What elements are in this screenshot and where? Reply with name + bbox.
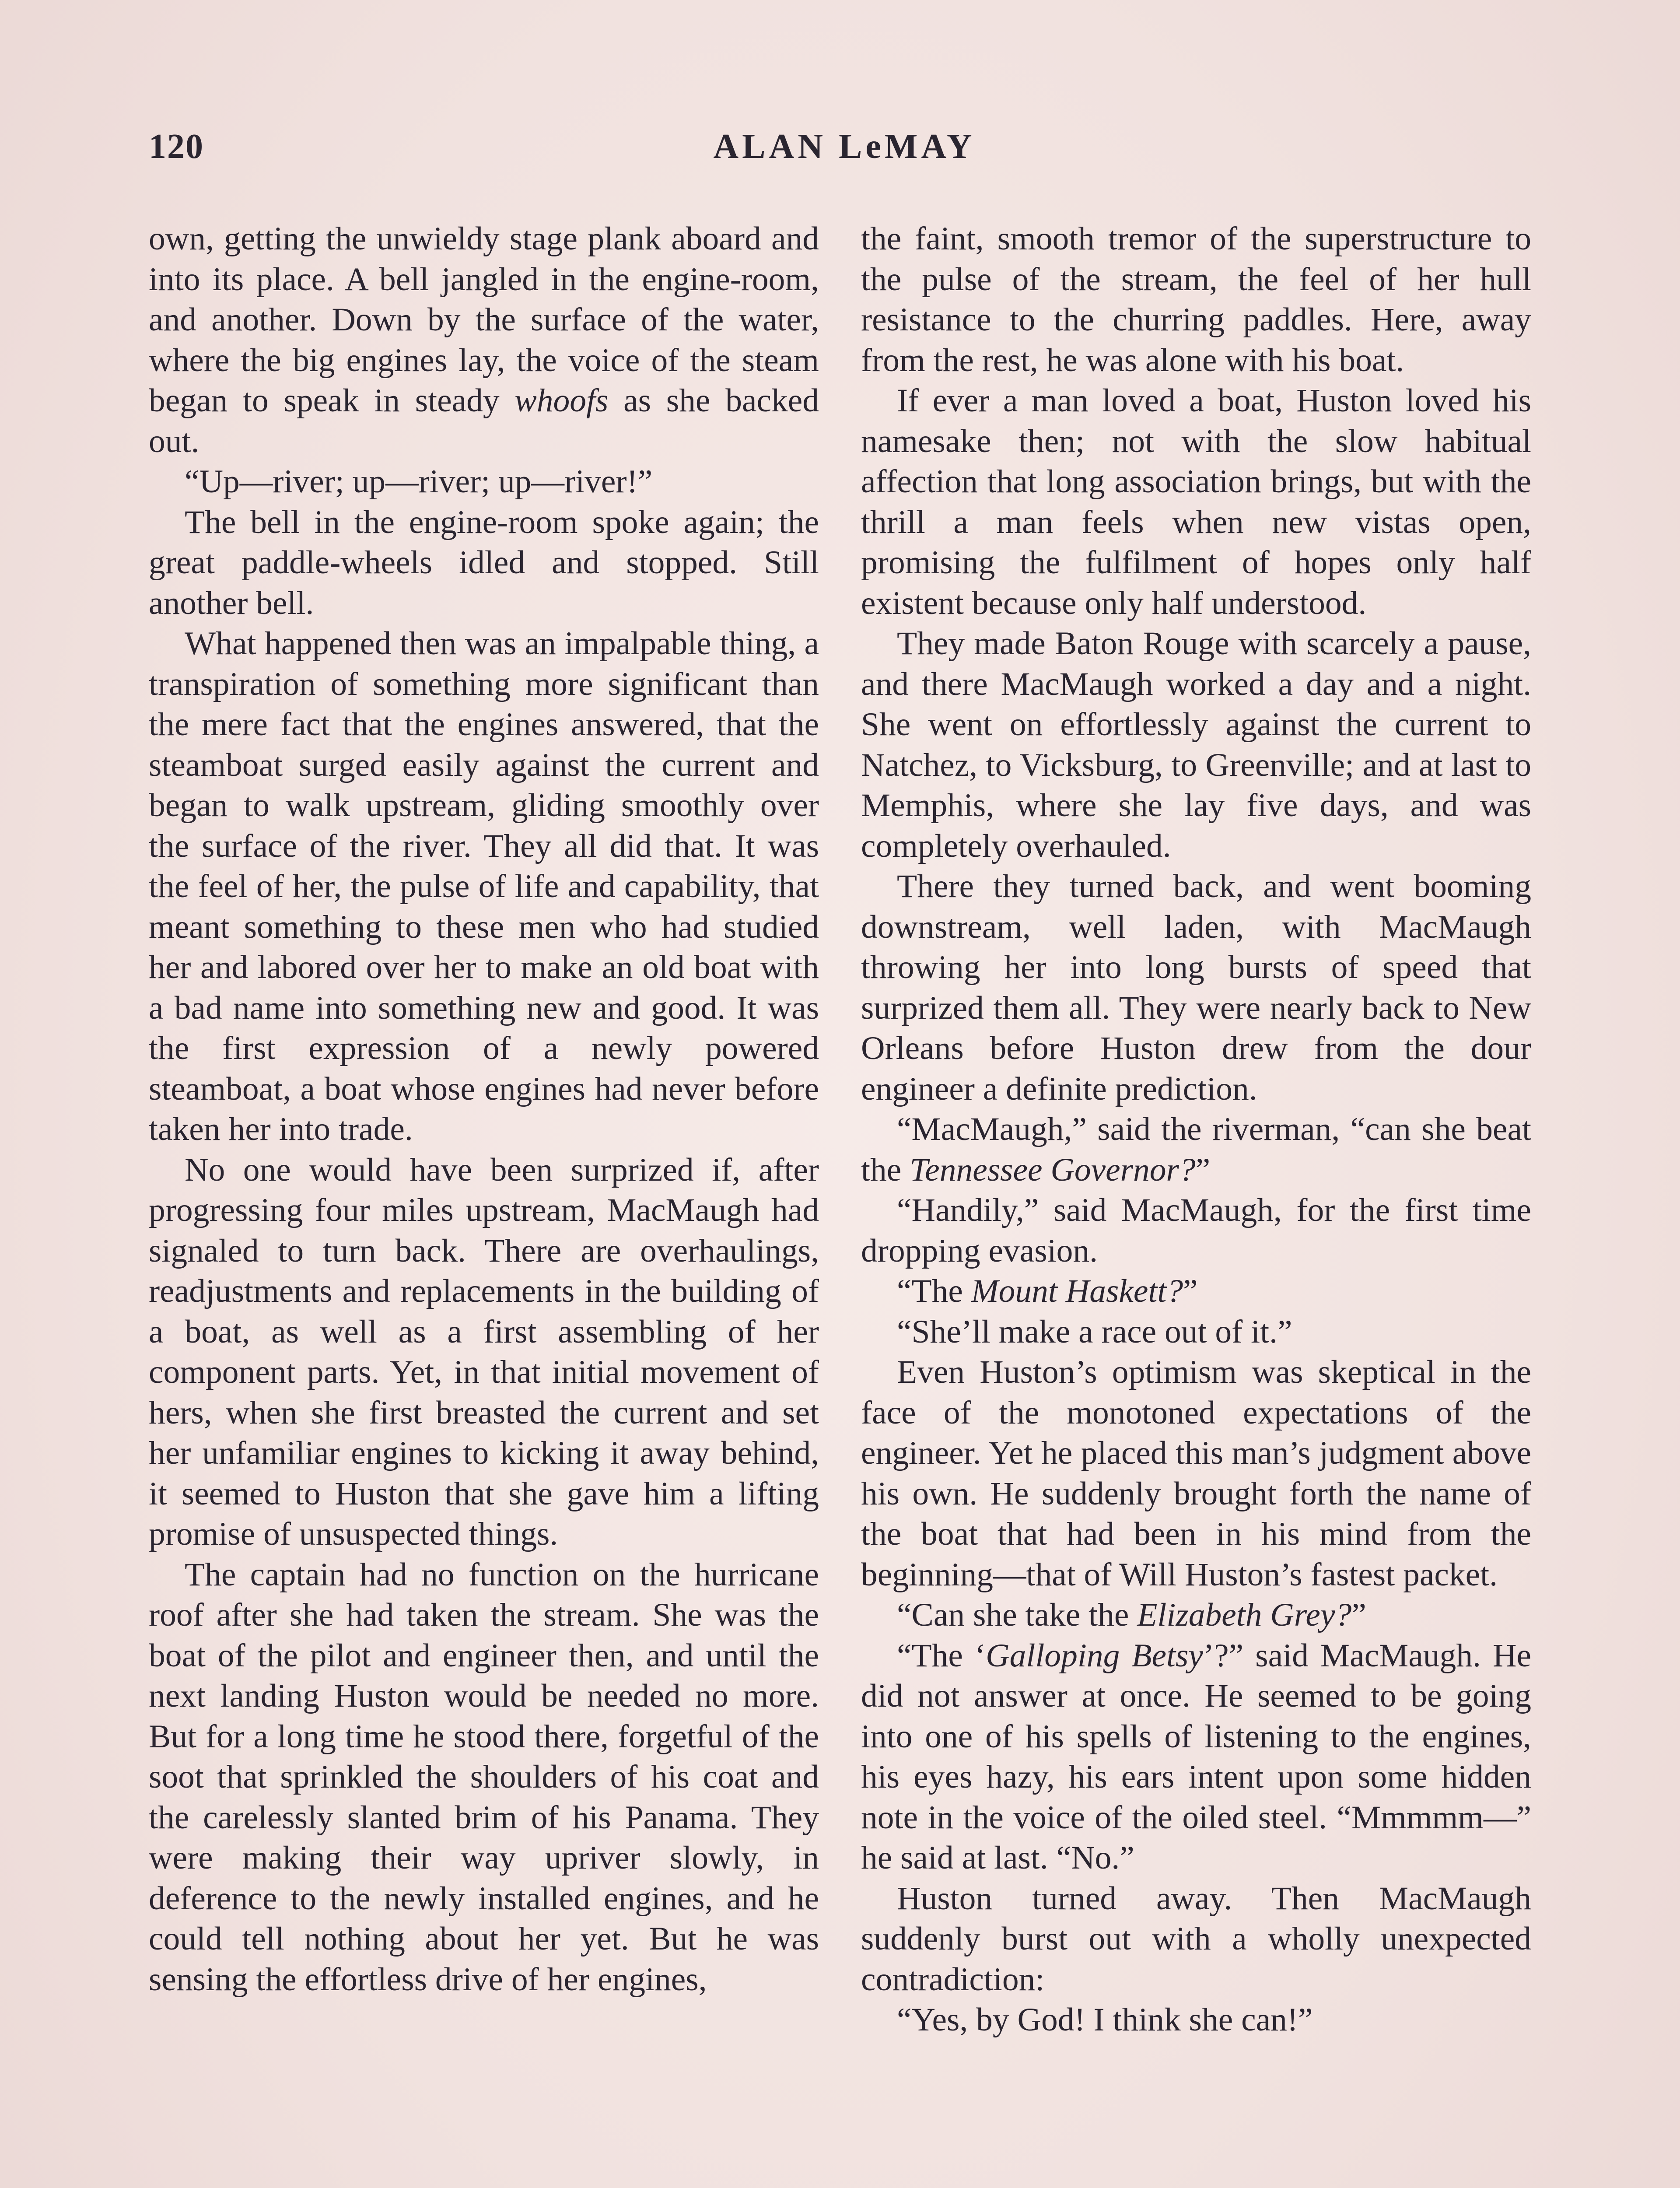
text-run: “Can she take the xyxy=(897,1597,1138,1633)
text-run: Huston turned away. Then MacMaugh suddenly burst out with a wholly unexpected contradiction: xyxy=(861,1880,1531,1998)
text-run: own, getting the unwieldy stage plank aboard and into its place. A bell jangled in the engine-room, and another. Down by the surface of the water, where the big engines lay, the voice of the steam began to speak in steady xyxy=(149,221,819,419)
text-run: “Yes, by God! I think she can!” xyxy=(897,2002,1313,2038)
italic-text: Galloping Betsy xyxy=(986,1637,1203,1674)
text-run: the faint, smooth tremor of the superstructure to the pulse of the stream, the feel of her hull resistance to the churring paddles. Here, away from the rest, he was alone with his boat. xyxy=(861,221,1531,379)
text-run: “The xyxy=(897,1273,971,1309)
right-column xyxy=(861,219,1531,2041)
italic-text: Tennessee Governor? xyxy=(910,1151,1196,1188)
paragraph xyxy=(861,866,1531,1109)
italic-text: Mount Haskett? xyxy=(971,1273,1183,1309)
text-run: ” xyxy=(1351,1597,1366,1633)
text-run: “Handily,” said MacMaugh, for the first time dropping evasion. xyxy=(861,1192,1531,1269)
paragraph xyxy=(861,1352,1531,1595)
running-head: ALAN LeMAY xyxy=(713,127,976,166)
text-run: What happened then was an impalpable thing, a transpiration of something more significant than the mere fact that the engines answered, that the steamboat surged easily against the current and began to walk upstream, gliding smoothly over the surface of the river. They all did that. It was the feel of her, the pulse of life and capability, that meant something to these men who had studied her and labored over her to make an old boat with a bad name into something new and good. It was the first expression of a newly powered steamboat, a boat whose engines had never before taken her into trade. xyxy=(149,625,819,1147)
text-run: If ever a man loved a boat, Huston loved his namesake then; not with the slow habitual affection that long association brings, but with the thrill a man feels when new vistas open, promising the fulfilment of hopes only half existent because only half understood. xyxy=(861,382,1531,621)
text-run: They made Baton Rouge with scarcely a pause, and there MacMaugh worked a day and a night. She went on effortlessly against the current to Natchez, to Vicksburg, to Greenville; and at last to Memphis, where she lay five days, and was completely overhauled. xyxy=(861,625,1531,864)
left-column xyxy=(149,219,819,2000)
paragraph xyxy=(149,219,819,462)
paragraph xyxy=(861,1190,1531,1271)
paragraph xyxy=(861,1595,1531,1636)
paragraph xyxy=(861,1312,1531,1353)
text-run: ’?” said MacMaugh. He did not answer at once. He seemed to be going into one of his spells of listening to the engines, his eyes hazy, his ears intent upon some hidden note in the voice of the oiled steel. “Mmmmm—” he said at last. “No.” xyxy=(861,1637,1531,1876)
italic-text: Elizabeth Grey? xyxy=(1137,1597,1352,1633)
paragraph xyxy=(861,624,1531,866)
paragraph xyxy=(149,1555,819,2000)
paragraph xyxy=(861,1271,1531,1312)
paragraph xyxy=(149,462,819,502)
paragraph xyxy=(861,381,1531,624)
text-run: No one would have been surprized if, after progressing four miles upstream, MacMaugh had signaled to turn back. There are overhaulings, readjustments and replacements in the building of a boat, as well as a first assembling of her component parts. Yet, in that initial movement of hers, when she first breasted the current and set her unfamiliar engines to kicking it away behind, it seemed to Huston that she gave him a lifting promise of unsuspected things. xyxy=(149,1151,819,1552)
text-run: “She’ll make a race out of it.” xyxy=(897,1313,1292,1350)
italic-text: whoofs xyxy=(514,382,609,419)
page-number: 120 xyxy=(149,127,204,166)
text-run: ” xyxy=(1183,1273,1198,1309)
page-header xyxy=(149,127,1540,175)
paragraph xyxy=(861,1636,1531,1879)
text-run: Even Huston’s optimism was skeptical in the face of the monotoned expectations of the engineer. Yet he placed this man’s judgment above his own. He suddenly brought forth the name of the boat that had been in his mind from the beginning—that of Will Huston’s fastest packet. xyxy=(861,1354,1531,1593)
text-run: The bell in the engine-room spoke again; the great paddle-wheels idled and stopped. Still another bell. xyxy=(149,504,819,621)
text-run: “MacMaugh,” said the riverman, “can she beat the xyxy=(861,1111,1531,1188)
text-run: “Up—river; up—river; up—river!” xyxy=(185,463,653,500)
paragraph xyxy=(861,2000,1531,2041)
text-run: as she backed out. xyxy=(149,382,819,459)
paragraph xyxy=(861,1109,1531,1190)
text-run: “The ‘ xyxy=(897,1637,986,1674)
paragraph xyxy=(861,219,1531,381)
paragraph xyxy=(861,1879,1531,2000)
paragraph xyxy=(149,624,819,1150)
paragraph xyxy=(149,502,819,624)
text-run: The captain had no function on the hurricane roof after she had taken the stream. She was the boat of the pilot and engineer then, and until the next landing Huston would be needed no more. But for a long time he stood there, forgetful of the soot that sprinkled the shoulders of his coat and the carelessly slanted brim of his Panama. They were making their way upriver slowly, in deference to the newly installed engines, and he could tell nothing about her yet. But he was sensing the effortless drive of her engines, xyxy=(149,1556,819,1998)
text-run: There they turned back, and went booming downstream, well laden, with MacMaugh throwing her into long bursts of speed that surprized them all. They were nearly back to New Orleans before Huston drew from the dour engineer a definite prediction. xyxy=(861,868,1531,1107)
text-run: ” xyxy=(1195,1151,1211,1188)
paragraph xyxy=(149,1150,819,1555)
